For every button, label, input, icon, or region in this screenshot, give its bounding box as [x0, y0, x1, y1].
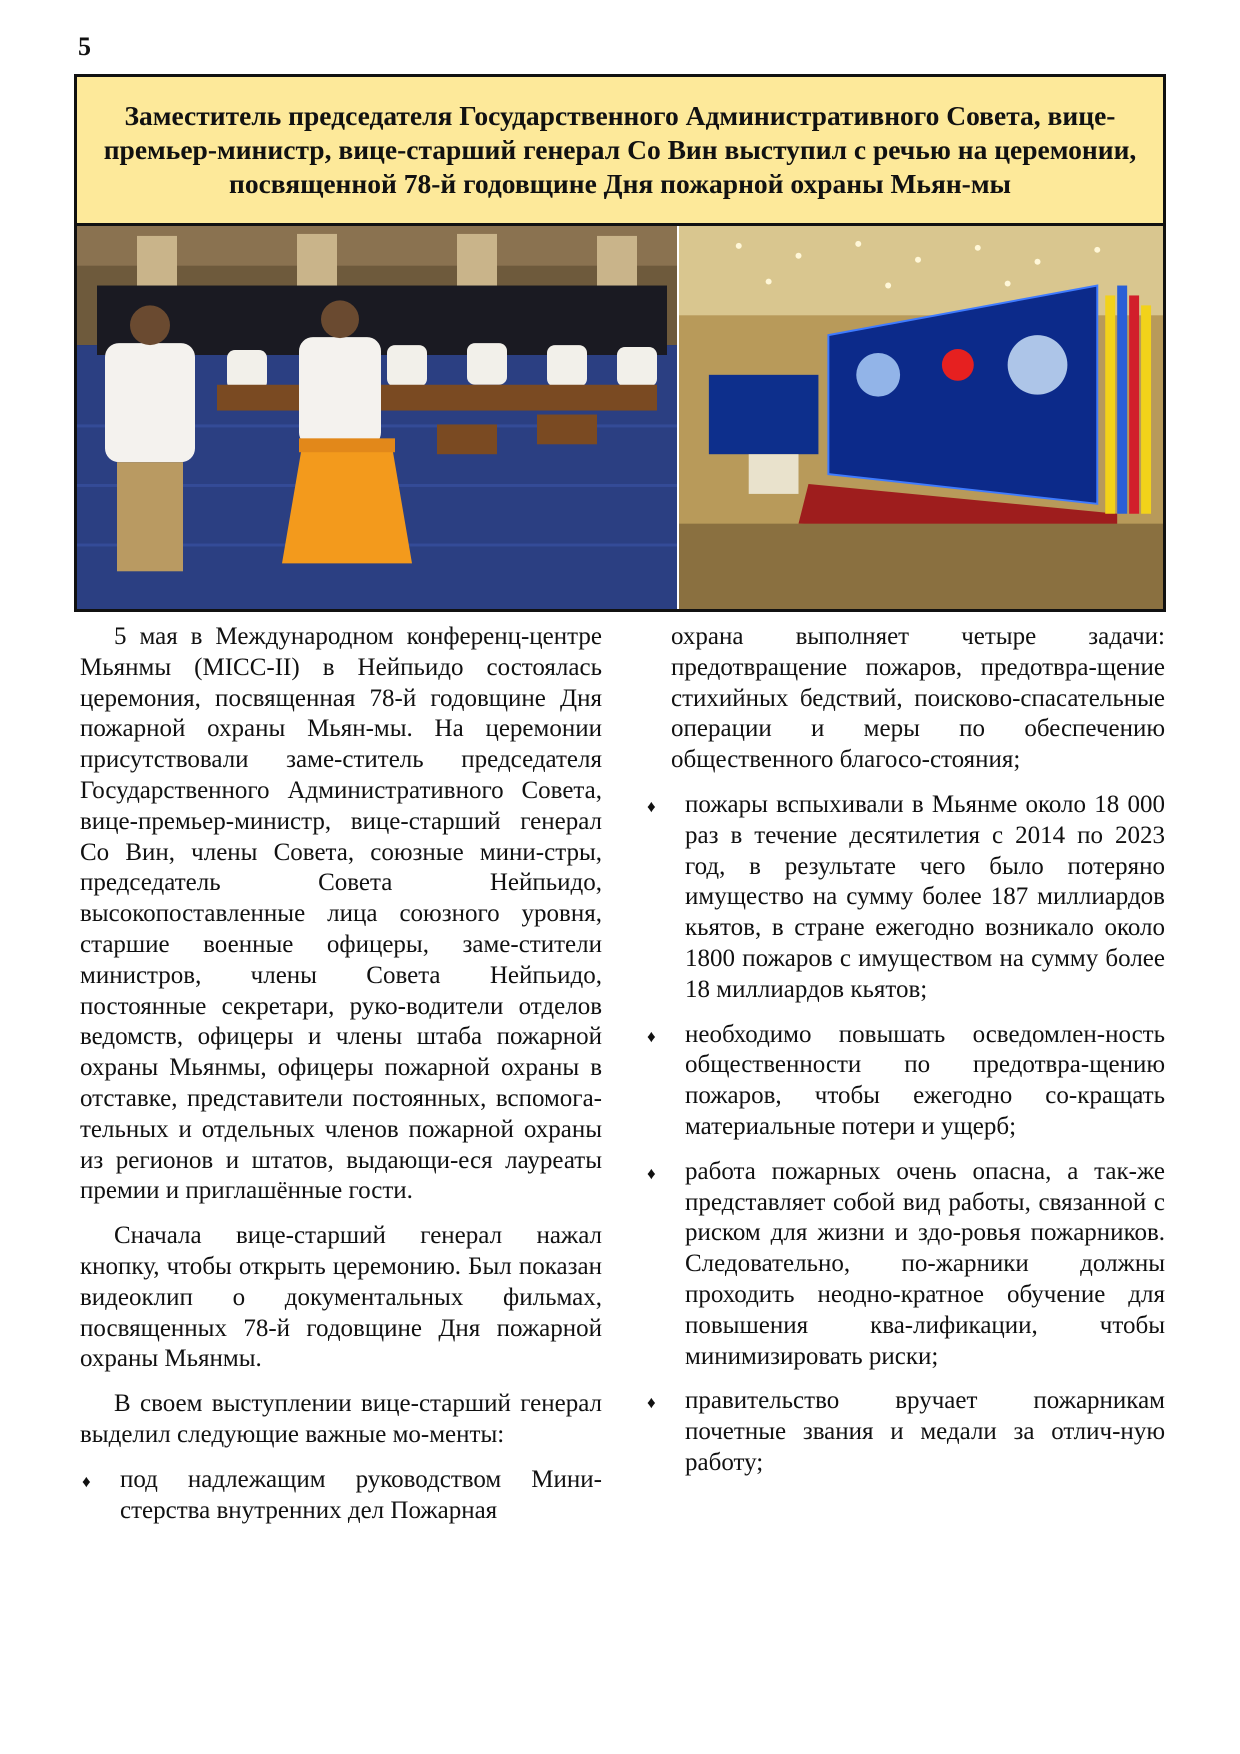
bullet-text: пожары вспыхивали в Мьянме около 18 000 раз в течение десятилетия с 2014 по 2023 год, в результате чего было потеряно имущество на сумму более 187 миллиардов кьятов, в стране ежегодно возникало около 1800 пожаров с имуществом на сумму более 18 миллиардов кьятов;: [685, 790, 1165, 1003]
stage-screen-illustration: [679, 226, 1163, 609]
list-item: [645, 1157, 1165, 1373]
stage-screen-photo: [679, 226, 1163, 609]
list-item: [80, 1465, 602, 1527]
bullet-list-right: [645, 622, 1165, 1479]
list-item: [645, 1386, 1165, 1478]
photo-strip: [74, 226, 1166, 612]
diamond-bullet-icon: ♦: [647, 796, 656, 816]
diamond-bullet-icon: ♦: [647, 1393, 656, 1413]
diamond-bullet-icon: ♦: [647, 1163, 656, 1183]
bullet-text: охрана выполняет четыре задачи: предотвращение пожаров, предотвра-щение стихийных бедствий, поисково-спасательные операции и меры по обеспечению общественного благосо-стояния;: [671, 623, 1165, 774]
list-item: [645, 790, 1165, 1006]
list-item-continuation: [645, 622, 1165, 776]
list-item: [645, 1020, 1165, 1143]
body-paragraph-3: В своем выступлении вице-старший генерал выделил следующие важные мо-менты:: [80, 1390, 602, 1448]
right-column: [645, 622, 1165, 1493]
diamond-bullet-icon: ♦: [647, 1026, 656, 1046]
ceremony-hall-illustration: [77, 226, 677, 609]
ceremony-hall-photo: [77, 226, 679, 609]
body-paragraph-1: 5 мая в Международном конференц-центре Мьянмы (MICC-II) в Нейпьидо состоялась церемония, посвященная 78-й годовщине Дня пожарной охраны Мьян-мы. На церемонии присутствовали заме-ститель председателя Государственного Административного Совета, вице-премьер-министр, вице-старший генерал Со Вин, члены Совета, союзные мини-стры, председатель Совета Нейпьидо, высокопоставленные лица союзного уровня, старшие военные офицеры, заме-стители министров, члены Совета Нейпьидо, постоянные секретари, руко-водители отделов ведомств, офицеры и члены штаба пожарной охраны Мьянмы, офицеры пожарной охраны в отставке, представители постоянных, вспомога-тельных и отдельных членов пожарной охраны из регионов и штатов, выдающи-еся лауреаты премии и приглашённые гости.: [80, 623, 602, 1205]
article-title-box: [74, 74, 1166, 226]
bullet-text: правительство вручает пожарникам почетные звания и медали за отлич-ную работу;: [685, 1387, 1165, 1476]
bullet-list-left: [80, 1465, 602, 1527]
diamond-bullet-icon: ♦: [82, 1471, 91, 1491]
bullet-text: работа пожарных очень опасна, а так-же представляет собой вид работы, связанной с риском для жизни и здо-ровья пожарников. Следовательно, по-жарники должны проходить неодно-кратное обучение для повышения ква-лификации, чтобы минимизировать риски;: [685, 1157, 1165, 1370]
bullet-text: под надлежащим руководством Мини-стерства внутренних дел Пожарная: [120, 1465, 602, 1524]
left-column: [80, 622, 602, 1540]
article-title: Заместитель председателя Государственного Административного Совета, вице-премьер-министр, вице-старший генерал Со Вин выступил с речью на церемонии, посвященной 78-й годовщине Дня пожарной охраны Мьян-мы: [103, 100, 1137, 199]
body-paragraph-2: Сначала вице-старший генерал нажал кнопку, чтобы открыть церемонию. Был показан видеоклип о документальных фильмах, посвященных 78-й годовщине Дня пожарной охраны Мьянмы.: [80, 1222, 602, 1373]
page-number: 5: [78, 32, 91, 61]
bullet-text: необходимо повышать осведомлен-ность общественности по предотвра-щению пожаров, чтобы ежегодно со-кращать материальные потери и ущерб;: [685, 1020, 1165, 1140]
